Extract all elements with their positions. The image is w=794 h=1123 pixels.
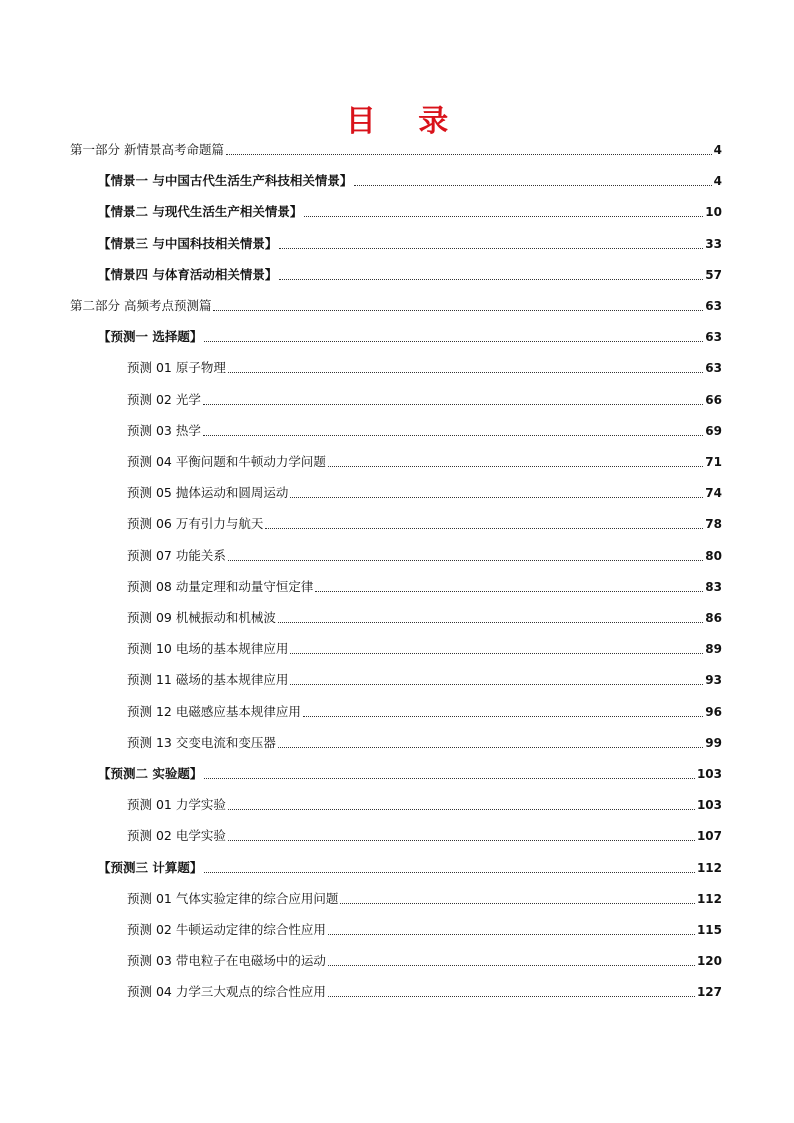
toc-entry-page-number: 63 bbox=[705, 361, 722, 376]
toc-entry-page-number: 115 bbox=[696, 923, 722, 937]
toc-entry-label: 预测 01 力学实验 bbox=[127, 797, 226, 813]
toc-entry[interactable] bbox=[70, 294, 722, 314]
toc-entry[interactable] bbox=[127, 731, 722, 751]
toc-entry-label: 预测 04 力学三大观点的综合性应用 bbox=[127, 984, 326, 1000]
toc-entry-label: 【情景一 与中国古代生活生产科技相关情景】 bbox=[98, 173, 353, 189]
toc-entry[interactable] bbox=[127, 419, 722, 439]
dot-leader bbox=[203, 403, 703, 405]
toc-entry[interactable] bbox=[127, 793, 722, 813]
toc-entry-page-number: 127 bbox=[696, 985, 722, 1000]
dot-leader bbox=[328, 995, 695, 997]
dot-leader bbox=[228, 371, 703, 373]
toc-entry[interactable] bbox=[127, 949, 722, 969]
toc-entry-page-number: 112 bbox=[696, 860, 722, 875]
toc-entry-page-number: 80 bbox=[705, 548, 722, 563]
toc-entry-label: 预测 09 机械振动和机械波 bbox=[127, 610, 276, 625]
dot-leader bbox=[278, 746, 703, 748]
dot-leader bbox=[228, 559, 703, 561]
dot-leader bbox=[279, 278, 703, 280]
toc-entry-label: 预测 13 交变电流和变压器 bbox=[127, 734, 276, 750]
toc-entry[interactable] bbox=[98, 325, 722, 345]
toc-entry-label: 预测 04 平衡问题和牛顿动力学问题 bbox=[127, 454, 326, 469]
dot-leader bbox=[204, 340, 703, 342]
toc-entry-label: 预测 02 牛顿运动定律的综合性应用 bbox=[127, 922, 326, 937]
toc-entry[interactable] bbox=[70, 138, 722, 158]
dot-leader bbox=[290, 496, 703, 498]
toc-entry-page-number: 33 bbox=[705, 236, 722, 251]
toc-entry[interactable] bbox=[127, 388, 722, 408]
toc-entry-label: 预测 03 带电粒子在电磁场中的运动 bbox=[127, 953, 326, 969]
toc-entry[interactable] bbox=[98, 232, 722, 252]
toc-entry-label: 预测 02 电学实验 bbox=[127, 828, 226, 844]
toc-entry-page-number: 63 bbox=[705, 299, 722, 313]
toc-entry-label: 预测 01 原子物理 bbox=[127, 360, 226, 376]
toc-entry[interactable] bbox=[127, 887, 722, 907]
toc-entry-label: 第二部分 高频考点预测篇 bbox=[70, 298, 212, 313]
toc-entry-page-number: 66 bbox=[705, 392, 722, 407]
toc-entry-page-number: 83 bbox=[705, 579, 722, 594]
dot-leader bbox=[328, 465, 703, 467]
toc-entry[interactable] bbox=[127, 575, 722, 595]
toc-entry-label: 【预测二 实验题】 bbox=[98, 766, 203, 781]
dot-leader bbox=[304, 215, 703, 217]
toc-entry[interactable] bbox=[127, 356, 722, 376]
toc-entry-page-number: 74 bbox=[705, 486, 722, 501]
dot-leader bbox=[303, 715, 703, 717]
toc-entry-page-number: 107 bbox=[696, 829, 722, 844]
dot-leader bbox=[340, 902, 695, 904]
toc-entry-label: 预测 06 万有引力与航天 bbox=[127, 516, 264, 532]
toc-entry-page-number: 71 bbox=[705, 455, 722, 469]
toc-entry-label: 【情景二 与现代生活生产相关情景】 bbox=[98, 204, 303, 220]
toc-entry-label: 预测 12 电磁感应基本规律应用 bbox=[127, 703, 301, 719]
toc-entry-page-number: 93 bbox=[705, 673, 722, 688]
dot-leader bbox=[290, 683, 703, 685]
toc-entry[interactable] bbox=[98, 200, 722, 220]
toc-entry[interactable] bbox=[127, 700, 722, 720]
toc-entry[interactable] bbox=[127, 606, 722, 626]
toc-entry-page-number: 112 bbox=[696, 891, 722, 906]
dot-leader bbox=[228, 839, 695, 841]
dot-leader bbox=[279, 247, 703, 249]
dot-leader bbox=[278, 621, 703, 623]
dot-leader bbox=[213, 309, 703, 311]
dot-leader bbox=[228, 808, 695, 810]
toc-entry-page-number: 99 bbox=[705, 735, 722, 750]
toc-entry[interactable] bbox=[127, 637, 722, 657]
dot-leader bbox=[354, 184, 711, 186]
toc-entry[interactable] bbox=[127, 824, 722, 844]
toc-entry-page-number: 120 bbox=[696, 954, 722, 969]
toc-entry-label: 预测 01 气体实验定律的综合应用问题 bbox=[127, 890, 339, 906]
toc-entry-page-number: 78 bbox=[705, 517, 722, 532]
toc-entry-label: 预测 02 光学 bbox=[127, 391, 201, 407]
toc-entry-label: 预测 10 电场的基本规律应用 bbox=[127, 641, 289, 657]
toc-entry-label: 【情景四 与体育活动相关情景】 bbox=[98, 266, 278, 282]
toc-entry-page-number: 63 bbox=[705, 330, 722, 345]
toc-entry-page-number: 69 bbox=[705, 423, 722, 438]
toc-entry-label: 第一部分 新情景高考命题篇 bbox=[70, 142, 224, 157]
dot-leader bbox=[328, 933, 695, 935]
toc-entry-label: 预测 03 热学 bbox=[127, 422, 201, 438]
dot-leader bbox=[265, 527, 703, 529]
toc-entry[interactable] bbox=[127, 668, 722, 688]
dot-leader bbox=[226, 153, 712, 155]
toc-entry[interactable] bbox=[127, 481, 722, 501]
toc-entry[interactable] bbox=[98, 169, 722, 189]
toc-entry[interactable] bbox=[127, 980, 722, 1000]
toc-entry-label: 【预测三 计算题】 bbox=[98, 859, 203, 875]
toc-entry[interactable] bbox=[98, 856, 722, 876]
dot-leader bbox=[290, 652, 703, 654]
toc-entry[interactable] bbox=[127, 544, 722, 564]
toc-entry-page-number: 4 bbox=[713, 174, 722, 189]
page-title: 目 录 bbox=[345, 104, 465, 139]
toc-entry-label: 预测 07 功能关系 bbox=[127, 547, 226, 563]
dot-leader bbox=[315, 590, 703, 592]
toc-entry-page-number: 10 bbox=[705, 205, 722, 220]
toc-entry[interactable] bbox=[98, 263, 722, 283]
toc-entry-label: 【预测一 选择题】 bbox=[98, 329, 203, 345]
toc-entry[interactable] bbox=[127, 450, 722, 470]
toc-entry-page-number: 4 bbox=[713, 143, 722, 157]
dot-leader bbox=[203, 434, 703, 436]
toc-entry[interactable] bbox=[127, 918, 722, 938]
dot-leader bbox=[328, 964, 695, 966]
toc-entry-label: 【情景三 与中国科技相关情景】 bbox=[98, 235, 278, 251]
toc-entry-label: 预测 11 磁场的基本规律应用 bbox=[127, 672, 289, 688]
toc-entry-page-number: 103 bbox=[696, 798, 722, 813]
toc-entry-page-number: 57 bbox=[705, 267, 722, 282]
toc-entry-page-number: 86 bbox=[705, 611, 722, 625]
toc-entry-label: 预测 08 动量定理和动量守恒定律 bbox=[127, 578, 314, 594]
toc-entry[interactable] bbox=[127, 512, 722, 532]
dot-leader bbox=[204, 871, 695, 873]
dot-leader bbox=[204, 777, 695, 779]
toc-entry[interactable] bbox=[98, 762, 722, 782]
toc-entry-page-number: 103 bbox=[696, 767, 722, 781]
toc-entry-page-number: 89 bbox=[705, 642, 722, 657]
toc-entry-page-number: 96 bbox=[705, 704, 722, 719]
toc-entry-label: 预测 05 抛体运动和圆周运动 bbox=[127, 485, 289, 501]
